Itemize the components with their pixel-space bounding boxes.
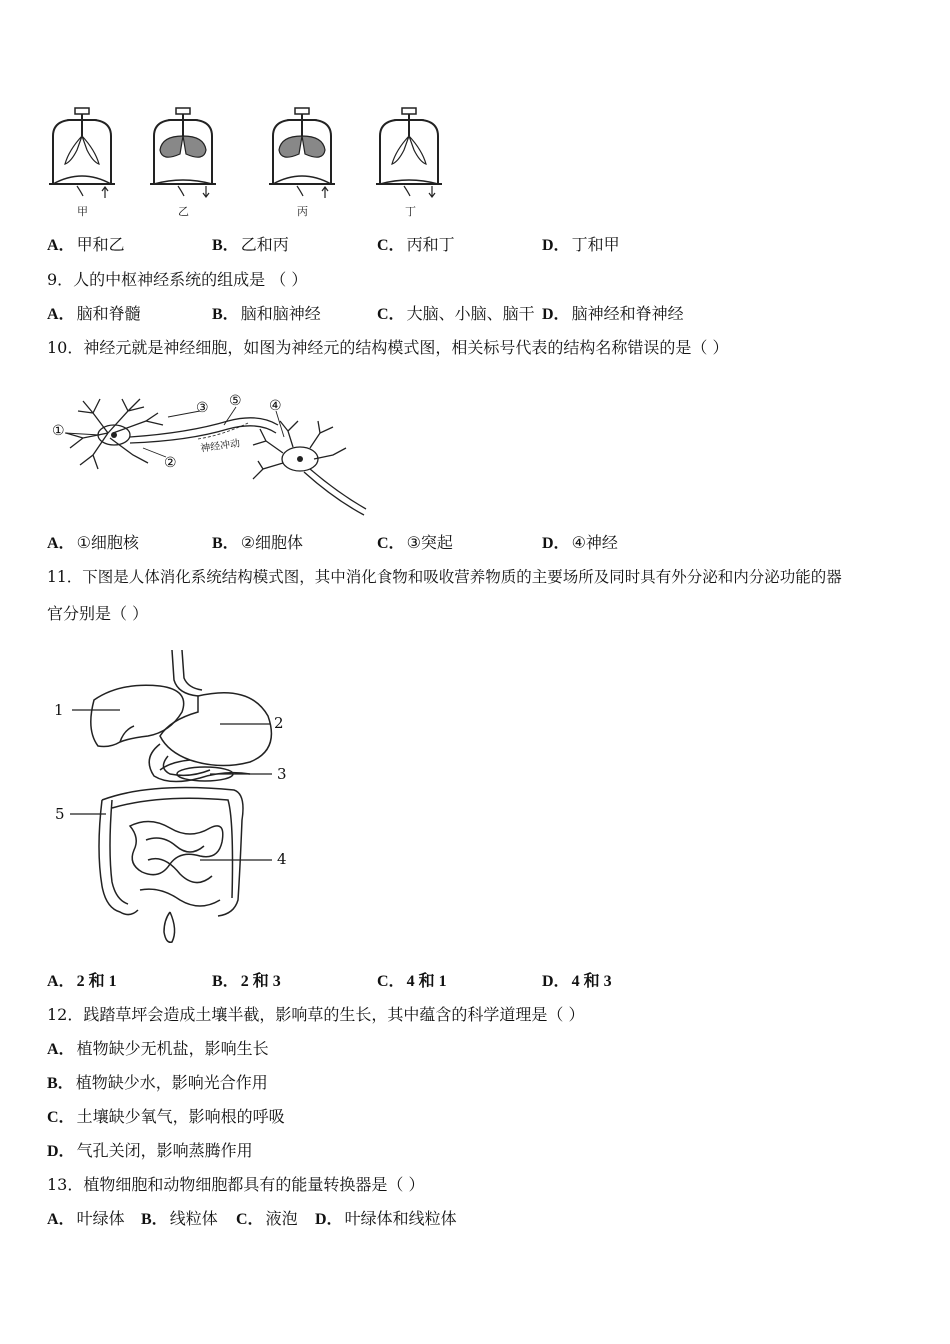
q10-option-c[interactable]: [377, 532, 453, 555]
option-letter: B．: [212, 237, 239, 254]
q8-option-a[interactable]: [47, 234, 125, 257]
option-letter: A．: [47, 237, 75, 254]
q8-option-d[interactable]: [542, 234, 620, 257]
option-text: 脑和脊髓: [76, 304, 141, 323]
option-letter: C．: [377, 973, 405, 990]
bell-jar-model-4: [374, 106, 444, 196]
q11-option-b[interactable]: [212, 970, 283, 993]
q8-option-b[interactable]: [212, 234, 289, 257]
option-letter: B．: [212, 306, 239, 323]
neuron-label-1: ①: [52, 423, 65, 439]
option-text: 乙和丙: [240, 235, 289, 254]
q12-option-a[interactable]: [47, 1038, 269, 1061]
q10-option-a[interactable]: [47, 532, 139, 555]
jar-label-1: 甲: [77, 205, 88, 218]
option-text: 脑神经和脊神经: [571, 304, 684, 323]
q13-option-d[interactable]: [315, 1208, 457, 1231]
option-text: 丁和甲: [571, 235, 620, 254]
option-letter: B．: [212, 535, 239, 552]
option-text: 土壤缺少氧气，影响根的呼吸: [76, 1107, 285, 1126]
jar-label-3: 丙: [297, 205, 308, 218]
option-text: 液泡: [265, 1209, 298, 1228]
digestive-label-2: 2: [274, 714, 284, 732]
option-text: ①细胞核: [76, 533, 139, 552]
q9-option-b[interactable]: [212, 303, 321, 326]
q12-option-c[interactable]: [47, 1106, 285, 1129]
option-text: ②细胞体: [240, 533, 304, 552]
option-letter: D．: [47, 1143, 75, 1160]
bell-jar-model-1: [47, 106, 117, 196]
q8-option-c[interactable]: [377, 234, 455, 257]
neuron-label-5: ⑤: [229, 393, 242, 409]
nerve-impulse-label: 神经冲动: [199, 438, 241, 455]
option-text: 叶绿体: [76, 1209, 125, 1228]
neuron-label-3: ③: [196, 400, 209, 416]
option-letter: C．: [377, 535, 405, 552]
digestive-label-1: 1: [54, 701, 64, 719]
neuron-label-4: ④: [269, 398, 282, 414]
bell-jar-model-3: [267, 106, 337, 196]
q9-option-d[interactable]: [542, 303, 684, 326]
option-text: 叶绿体和线粒体: [344, 1209, 457, 1228]
q10-option-d[interactable]: [542, 532, 618, 555]
option-text: ③突起: [406, 533, 453, 552]
q12-stem: 12．践踏草坪会造成土壤半截，影响草的生长，其中蕴含的科学道理是（ ）: [47, 1005, 585, 1024]
jar-label-2: 乙: [178, 205, 189, 218]
option-letter: A．: [47, 306, 75, 323]
q11-option-c[interactable]: [377, 970, 449, 993]
q10-option-b[interactable]: [212, 532, 303, 555]
option-text: 植物缺少无机盐，影响生长: [76, 1039, 269, 1058]
q9-option-a[interactable]: [47, 303, 141, 326]
jar-label-4: 丁: [405, 205, 416, 218]
option-text: 甲和乙: [76, 235, 125, 254]
option-letter: C．: [377, 306, 405, 323]
option-letter: D．: [542, 535, 570, 552]
option-text: 大脑、小脑、脑干: [406, 304, 535, 323]
q11-option-d[interactable]: [542, 970, 614, 993]
q13-stem: 13．植物细胞和动物细胞都具有的能量转换器是（ ）: [47, 1175, 425, 1194]
option-text: 线粒体: [169, 1209, 218, 1228]
option-text: 4 和 3: [571, 973, 612, 990]
q11-stem-line1: 11．下图是人体消化系统结构模式图，其中消化食物和吸收营养物质的主要场所及同时具有外分泌和内分泌功能的器: [47, 568, 842, 586]
option-letter: B．: [47, 1075, 74, 1092]
option-text: 丙和丁: [406, 235, 455, 254]
option-text: 2 和 1: [76, 973, 117, 990]
option-letter: D．: [315, 1211, 343, 1228]
option-letter: A．: [47, 973, 75, 990]
digestive-label-5: 5: [55, 805, 65, 823]
q9-option-c[interactable]: [377, 303, 535, 326]
q11-option-a[interactable]: [47, 970, 119, 993]
digestive-system-figure: [50, 650, 300, 945]
q9-stem: 9．人的中枢神经系统的组成是 （ ）: [47, 270, 308, 289]
digestive-label-3: 3: [277, 765, 287, 783]
neuron-label-2: ②: [164, 455, 177, 471]
option-text: 脑和脑神经: [240, 304, 321, 323]
option-letter: D．: [542, 973, 570, 990]
option-text: ④神经: [571, 533, 618, 552]
option-text: 气孔关闭，影响蒸腾作用: [76, 1141, 253, 1160]
option-letter: C．: [47, 1109, 75, 1126]
q13-option-c[interactable]: [236, 1208, 298, 1231]
q11-stem-line2: 官分别是（ ）: [47, 604, 149, 623]
option-text: 4 和 1: [406, 973, 447, 990]
q12-option-b[interactable]: [47, 1072, 268, 1095]
option-letter: A．: [47, 535, 75, 552]
option-letter: B．: [141, 1211, 168, 1228]
option-letter: A．: [47, 1041, 75, 1058]
q12-option-d[interactable]: [47, 1140, 253, 1163]
option-letter: C．: [236, 1211, 264, 1228]
option-letter: D．: [542, 306, 570, 323]
digestive-label-4: 4: [277, 850, 287, 868]
option-letter: A．: [47, 1211, 75, 1228]
option-text: 2 和 3: [240, 973, 281, 990]
q13-option-a[interactable]: [47, 1208, 125, 1231]
q13-option-b[interactable]: [141, 1208, 218, 1231]
option-text: 植物缺少水，影响光合作用: [75, 1073, 268, 1092]
q10-stem: 10．神经元就是神经细胞，如图为神经元的结构模式图，相关标号代表的结构名称错误的是（ ）: [47, 338, 729, 357]
option-letter: D．: [542, 237, 570, 254]
option-letter: B．: [212, 973, 239, 990]
option-letter: C．: [377, 237, 405, 254]
bell-jar-model-2: [148, 106, 218, 196]
neuron-figure: [48, 393, 373, 518]
